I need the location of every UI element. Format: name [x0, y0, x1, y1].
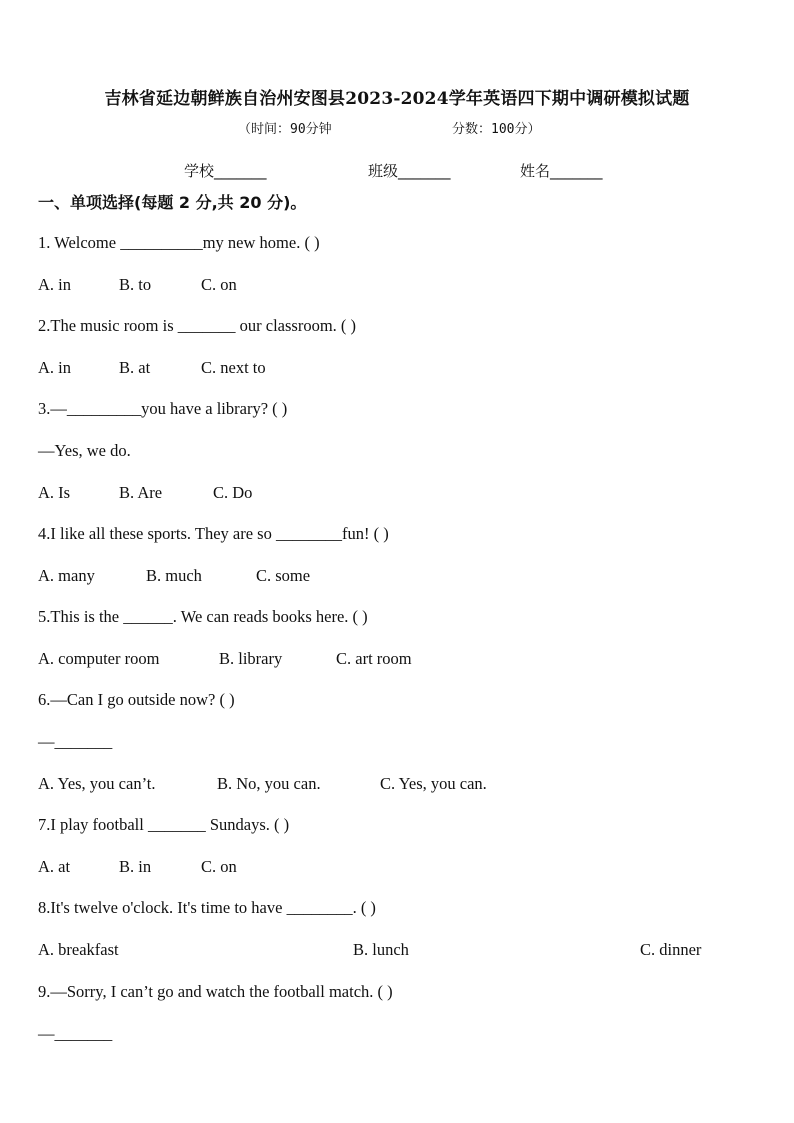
q7-option-c: C. on	[201, 857, 237, 876]
q1-option-b: B. to	[119, 275, 152, 294]
question-2: 2.The music room is _______ our classroom. ( )	[38, 316, 357, 335]
q4-option-c: C. some	[256, 566, 311, 585]
q4-option-b: B. much	[146, 566, 202, 585]
question-6-reply: —_______	[38, 732, 113, 751]
q1-option-a: A. in	[38, 275, 71, 294]
question-9: 9.—Sorry, I can’t go and watch the football match. ( )	[38, 982, 393, 1001]
name-field: 姓名_______	[520, 162, 603, 180]
class-field: 班级_______	[368, 162, 451, 180]
q3-option-a: A. Is	[38, 483, 71, 502]
q1-option-c: C. on	[201, 275, 237, 294]
q6-option-b: B. No, you can.	[217, 774, 321, 793]
question-3: 3.—_________you have a library? ( )	[38, 399, 288, 418]
q8-option-b: B. lunch	[353, 940, 409, 959]
q3-option-c: C. Do	[213, 483, 253, 502]
question-5: 5.This is the ______. We can reads books here. ( )	[38, 607, 368, 626]
question-6: 6.—Can I go outside now? ( )	[38, 690, 235, 709]
question-8: 8.It's twelve o'clock. It's time to have ________. ( )	[38, 898, 376, 917]
question-7: 7.I play football _______ Sundays. ( )	[38, 815, 290, 834]
q2-option-a: A. in	[38, 358, 71, 377]
exam-time: （时间：90分钟	[238, 122, 332, 137]
q7-option-a: A. at	[38, 857, 71, 876]
q6-option-a: A. Yes, you can’t.	[38, 774, 156, 793]
q4-option-a: A. many	[38, 566, 95, 585]
exam-title: 吉林省延边朝鲜族自治州安图县2023-2024学年英语四下期中调研模拟试题	[104, 89, 690, 109]
q2-option-c: C. next to	[201, 358, 266, 377]
section-heading: 一、单项选择(每题 2 分,共 20 分)。	[38, 193, 307, 212]
question-3-reply: —Yes, we do.	[38, 441, 131, 460]
q5-option-b: B. library	[219, 649, 283, 668]
q8-option-c: C. dinner	[640, 940, 702, 959]
q5-option-a: A. computer room	[38, 649, 160, 668]
q6-option-c: C. Yes, you can.	[380, 774, 487, 793]
exam-score: 分数：100分）	[452, 122, 541, 137]
q2-option-b: B. at	[119, 358, 151, 377]
q7-option-b: B. in	[119, 857, 152, 876]
question-1: 1. Welcome __________my new home. ( )	[38, 233, 320, 252]
question-9-reply: —_______	[38, 1024, 113, 1043]
q5-option-c: C. art room	[336, 649, 412, 668]
q3-option-b: B. Are	[119, 483, 163, 502]
q8-option-a: A. breakfast	[38, 940, 119, 959]
question-4: 4.I like all these sports. They are so ________fun! ( )	[38, 524, 389, 543]
school-field: 学校_______	[184, 162, 267, 180]
